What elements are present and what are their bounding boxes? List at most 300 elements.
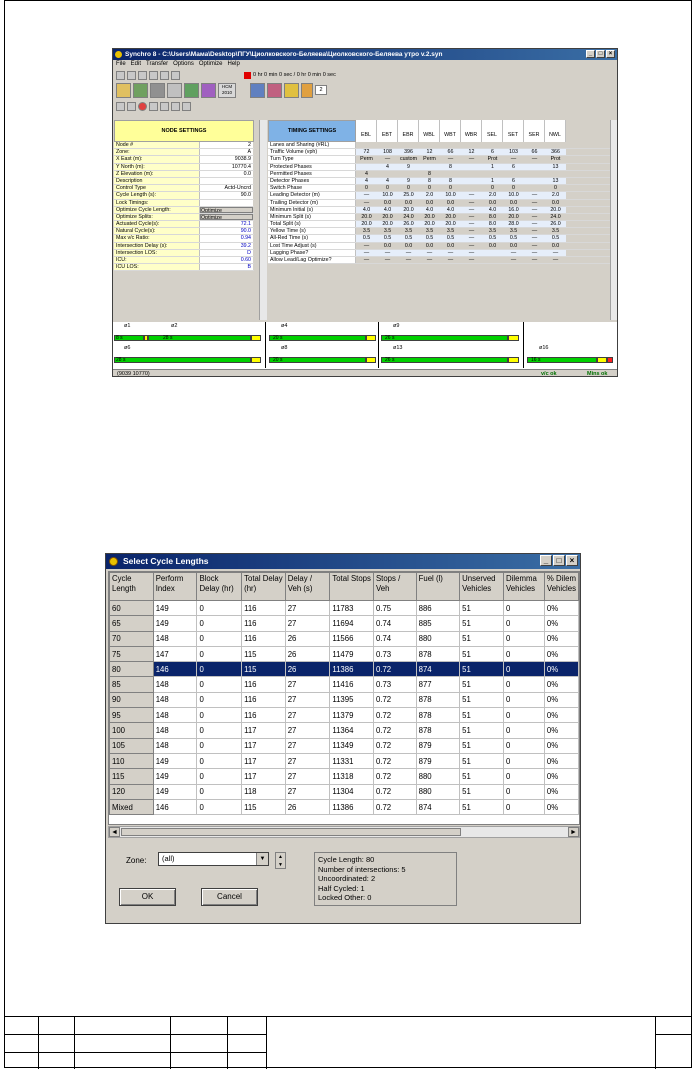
- minimize-button[interactable]: _: [586, 50, 595, 58]
- table-cell[interactable]: 0%: [544, 753, 578, 768]
- timing-cell[interactable]: 20.0: [440, 221, 461, 227]
- timing-col-ebl[interactable]: EBL: [356, 120, 377, 142]
- table-row[interactable]: [110, 723, 579, 738]
- table-cell[interactable]: 149: [153, 753, 197, 768]
- timing-cell[interactable]: —: [419, 250, 440, 256]
- timing-cell[interactable]: 20.0: [424, 213, 435, 220]
- timing-cell[interactable]: 20.0: [419, 221, 440, 227]
- table-cell[interactable]: 11783: [330, 601, 374, 616]
- volume-icon[interactable]: [150, 83, 165, 98]
- cycle-length-cell[interactable]: 70: [110, 631, 154, 646]
- table-cell[interactable]: 0%: [544, 646, 578, 661]
- timing-cell[interactable]: —: [356, 192, 377, 198]
- timing-cell[interactable]: —: [447, 257, 454, 263]
- dialog-close-button[interactable]: ×: [566, 555, 578, 566]
- table-cell[interactable]: 148: [153, 631, 197, 646]
- arrow-right-icon[interactable]: [149, 102, 158, 111]
- timing-cell[interactable]: [524, 142, 545, 148]
- timing-cell[interactable]: —: [440, 250, 461, 256]
- timing-cell[interactable]: 4: [356, 178, 377, 184]
- timing-cell[interactable]: [482, 250, 503, 256]
- column-header[interactable]: Stops / Veh: [373, 573, 416, 601]
- timing-cell[interactable]: Perm: [360, 156, 373, 163]
- table-cell[interactable]: 149: [153, 784, 197, 799]
- table-cell[interactable]: 0.72: [373, 692, 416, 707]
- table-cell[interactable]: 0%: [544, 631, 578, 646]
- timing-cell[interactable]: 0: [386, 185, 389, 192]
- timing-cell[interactable]: 6: [482, 149, 503, 155]
- table-cell[interactable]: 0: [197, 799, 242, 814]
- timing-cell[interactable]: —: [468, 156, 475, 163]
- timing-cell[interactable]: 8.0: [482, 221, 503, 227]
- table-row[interactable]: [110, 677, 579, 692]
- table-cell[interactable]: 0: [197, 708, 242, 723]
- timing-cell[interactable]: custom: [399, 156, 418, 163]
- timing-cell[interactable]: 0.0: [551, 242, 560, 249]
- table-cell[interactable]: 0: [197, 616, 242, 631]
- timing-cell[interactable]: 25.0: [398, 192, 419, 198]
- table-cell[interactable]: 27: [285, 738, 330, 753]
- timing-cell[interactable]: 0.5: [398, 235, 419, 241]
- timing-cell[interactable]: 0.0: [446, 242, 455, 249]
- timing-cell[interactable]: —: [524, 221, 545, 227]
- timing-cell[interactable]: —: [363, 199, 370, 206]
- table-cell[interactable]: 11379: [330, 708, 374, 723]
- table-cell[interactable]: 27: [285, 753, 330, 768]
- timing-cell[interactable]: 0.0: [488, 199, 497, 206]
- table-row[interactable]: [110, 799, 579, 814]
- table-cell[interactable]: 51: [460, 631, 504, 646]
- table-row[interactable]: [110, 662, 579, 677]
- node-setting-value[interactable]: 0.94: [200, 235, 253, 241]
- menu-item-options[interactable]: Options: [173, 61, 194, 67]
- timing-cell[interactable]: —: [384, 257, 391, 263]
- table-cell[interactable]: 11349: [330, 738, 374, 753]
- timing-cell[interactable]: —: [531, 213, 538, 220]
- timing-cell[interactable]: 12: [461, 149, 482, 155]
- table-cell[interactable]: 874: [416, 799, 460, 814]
- table-cell[interactable]: 0.72: [373, 738, 416, 753]
- cancel-button[interactable]: Cancel: [201, 888, 258, 906]
- timing-col-nwl[interactable]: NWL: [545, 120, 566, 142]
- timing-cell[interactable]: —: [363, 242, 370, 249]
- column-header[interactable]: Unserved Vehicles: [460, 573, 504, 601]
- table-cell[interactable]: 880: [416, 784, 460, 799]
- table-cell[interactable]: 11395: [330, 692, 374, 707]
- timing-cell[interactable]: 6: [503, 164, 524, 170]
- table-cell[interactable]: 0.73: [373, 646, 416, 661]
- timing-cell[interactable]: 0.0: [404, 242, 413, 249]
- table-cell[interactable]: 26: [285, 662, 330, 677]
- table-row[interactable]: [110, 692, 579, 707]
- menu-item-edit[interactable]: Edit: [130, 61, 142, 67]
- timing-col-sel[interactable]: SEL: [482, 120, 503, 142]
- table-cell[interactable]: 146: [153, 662, 197, 677]
- timing-cell[interactable]: 0.0: [446, 199, 455, 206]
- maximize-button[interactable]: □: [596, 50, 605, 58]
- timing-cell[interactable]: 9: [398, 178, 419, 184]
- timing-cell[interactable]: [503, 171, 524, 177]
- table-cell[interactable]: 11304: [330, 784, 374, 799]
- table-cell[interactable]: 0: [504, 692, 545, 707]
- ok-button[interactable]: OK: [119, 888, 176, 906]
- table-cell[interactable]: 0.72: [373, 708, 416, 723]
- node-setting-value[interactable]: [200, 178, 253, 184]
- table-cell[interactable]: 51: [460, 677, 504, 692]
- table-cell[interactable]: 0: [197, 662, 242, 677]
- timing-cell[interactable]: 8: [419, 178, 440, 184]
- table-cell[interactable]: 0: [504, 662, 545, 677]
- table-cell[interactable]: 11331: [330, 753, 374, 768]
- timing-scrollbar[interactable]: [610, 120, 618, 320]
- timing-cell[interactable]: —: [531, 228, 538, 235]
- timing-cell[interactable]: 0: [512, 185, 515, 192]
- table-cell[interactable]: 0: [197, 692, 242, 707]
- timing-cell[interactable]: 12: [419, 149, 440, 155]
- timing-cell[interactable]: 3.5: [488, 228, 497, 235]
- table-cell[interactable]: 0.74: [373, 631, 416, 646]
- menu-item-transfer[interactable]: Transfer: [146, 61, 169, 67]
- table-cell[interactable]: 118: [242, 784, 286, 799]
- table-row[interactable]: [110, 769, 579, 784]
- column-header[interactable]: Dilemma Vehicles: [504, 573, 545, 601]
- timing-cell[interactable]: 20.0: [382, 213, 393, 220]
- cycle-length-cell[interactable]: 95: [110, 708, 154, 723]
- table-cell[interactable]: 51: [460, 738, 504, 753]
- table-cell[interactable]: 148: [153, 738, 197, 753]
- timing-cell[interactable]: 3.5: [404, 228, 413, 235]
- timing-cell[interactable]: [419, 142, 440, 148]
- timing-cell[interactable]: [461, 171, 482, 177]
- timing-cell[interactable]: 4.0: [419, 207, 440, 213]
- node-selector-field[interactable]: 2: [315, 85, 327, 95]
- timing-cell[interactable]: 108: [377, 149, 398, 155]
- table-cell[interactable]: 0.72: [373, 753, 416, 768]
- timing-cell[interactable]: —: [461, 207, 482, 213]
- table-cell[interactable]: 27: [285, 616, 330, 631]
- timing-cell[interactable]: 10.0: [503, 192, 524, 198]
- timing-cell[interactable]: —: [468, 228, 475, 235]
- map-view-icon[interactable]: [116, 83, 131, 98]
- cycle-length-cell[interactable]: 60: [110, 601, 154, 616]
- table-cell[interactable]: 116: [242, 708, 286, 723]
- table-row[interactable]: [110, 784, 579, 799]
- arrow-up-left-icon[interactable]: [182, 102, 191, 111]
- table-cell[interactable]: 0%: [544, 616, 578, 631]
- column-header[interactable]: Fuel (l): [416, 573, 460, 601]
- timing-cell[interactable]: [461, 185, 482, 191]
- timing-cell[interactable]: 0.0: [425, 199, 434, 206]
- table-horizontal-scrollbar[interactable]: [108, 826, 580, 838]
- table-cell[interactable]: 0: [504, 708, 545, 723]
- table-cell[interactable]: 51: [460, 616, 504, 631]
- timing-cell[interactable]: 20.0: [398, 207, 419, 213]
- timing-cell[interactable]: 1: [482, 164, 503, 170]
- table-cell[interactable]: 0: [197, 769, 242, 784]
- timing-cell[interactable]: [356, 142, 377, 148]
- timing-cell[interactable]: —: [524, 250, 545, 256]
- table-cell[interactable]: 0: [197, 738, 242, 753]
- optimize-cycle-icon[interactable]: [284, 83, 299, 98]
- timing-cell[interactable]: —: [447, 156, 454, 163]
- table-cell[interactable]: 0%: [544, 738, 578, 753]
- table-cell[interactable]: 26: [285, 799, 330, 814]
- table-cell[interactable]: 116: [242, 677, 286, 692]
- table-cell[interactable]: 116: [242, 692, 286, 707]
- timing-cell[interactable]: [524, 185, 545, 191]
- timing-col-wbt[interactable]: WBT: [440, 120, 461, 142]
- timing-cell[interactable]: 0.0: [383, 199, 392, 206]
- timing-cell[interactable]: —: [524, 192, 545, 198]
- table-cell[interactable]: 878: [416, 723, 460, 738]
- optimize-network-icon[interactable]: [250, 83, 265, 98]
- timing-cell[interactable]: [461, 164, 482, 170]
- table-cell[interactable]: 146: [153, 799, 197, 814]
- timing-cell[interactable]: [524, 171, 545, 177]
- menu-item-file[interactable]: File: [116, 61, 126, 67]
- table-row[interactable]: [110, 631, 579, 646]
- timing-cell[interactable]: 3.5: [425, 228, 434, 235]
- table-cell[interactable]: 880: [416, 769, 460, 784]
- table-cell[interactable]: 0: [504, 631, 545, 646]
- table-cell[interactable]: 148: [153, 708, 197, 723]
- table-cell[interactable]: 51: [460, 784, 504, 799]
- timing-cell[interactable]: 4.0: [482, 207, 503, 213]
- timing-cell[interactable]: [482, 142, 503, 148]
- timing-cell[interactable]: 66: [440, 149, 461, 155]
- timing-cell[interactable]: 0: [365, 185, 368, 192]
- timing-cell[interactable]: [503, 142, 524, 148]
- table-cell[interactable]: 115: [242, 646, 286, 661]
- table-cell[interactable]: 0%: [544, 799, 578, 814]
- timing-cell[interactable]: 3.5: [362, 228, 371, 235]
- timing-cell[interactable]: 0: [554, 185, 557, 192]
- timing-cell[interactable]: [377, 171, 398, 177]
- simulation-icon[interactable]: [201, 83, 216, 98]
- table-cell[interactable]: 11694: [330, 616, 374, 631]
- timing-cell[interactable]: [398, 142, 419, 148]
- chevron-down-icon[interactable]: ▼: [256, 853, 268, 865]
- timing-cell[interactable]: —: [468, 257, 475, 263]
- cycle-length-cell[interactable]: Mixed: [110, 799, 154, 814]
- menu-item-optimize[interactable]: Optimize: [198, 61, 223, 67]
- table-cell[interactable]: 0.72: [373, 723, 416, 738]
- timing-cell[interactable]: [356, 164, 377, 170]
- table-cell[interactable]: 116: [242, 601, 286, 616]
- dialog-minimize-button[interactable]: _: [540, 555, 552, 566]
- table-cell[interactable]: 116: [242, 616, 286, 631]
- table-cell[interactable]: 877: [416, 677, 460, 692]
- table-cell[interactable]: 117: [242, 753, 286, 768]
- timing-cell[interactable]: —: [468, 213, 475, 220]
- table-row[interactable]: [110, 753, 579, 768]
- node-setting-value[interactable]: 10770.4: [200, 164, 253, 170]
- timing-cell[interactable]: 8: [440, 164, 461, 170]
- timing-cell[interactable]: 20.0: [545, 207, 566, 213]
- table-cell[interactable]: 0%: [544, 723, 578, 738]
- timing-cell[interactable]: —: [524, 235, 545, 241]
- timing-cell[interactable]: 24.0: [403, 213, 414, 220]
- timing-cell[interactable]: —: [531, 242, 538, 249]
- table-cell[interactable]: 11386: [330, 799, 374, 814]
- stop-icon[interactable]: [244, 72, 251, 79]
- table-cell[interactable]: 51: [460, 799, 504, 814]
- timing-cell[interactable]: [524, 164, 545, 170]
- redo-icon[interactable]: [171, 71, 180, 80]
- timing-cell[interactable]: 3.5: [383, 228, 392, 235]
- timing-cell[interactable]: 4.0: [377, 207, 398, 213]
- node-setting-value[interactable]: 72.1: [200, 221, 253, 227]
- timing-cell[interactable]: 20.0: [508, 213, 519, 220]
- table-cell[interactable]: 27: [285, 601, 330, 616]
- menu-item-help[interactable]: Help: [227, 61, 240, 67]
- timing-icon[interactable]: [167, 83, 182, 98]
- table-cell[interactable]: 0.72: [373, 784, 416, 799]
- timing-cell[interactable]: 0: [428, 185, 431, 192]
- timing-col-ebt[interactable]: EBT: [377, 120, 398, 142]
- table-cell[interactable]: 51: [460, 646, 504, 661]
- table-cell[interactable]: 26: [285, 646, 330, 661]
- table-cell[interactable]: 0%: [544, 677, 578, 692]
- table-row[interactable]: [110, 616, 579, 631]
- table-cell[interactable]: 0: [504, 769, 545, 784]
- timing-cell[interactable]: —: [503, 250, 524, 256]
- timing-cell[interactable]: [398, 171, 419, 177]
- timing-cell[interactable]: 13: [545, 164, 566, 170]
- table-cell[interactable]: 11479: [330, 646, 374, 661]
- timing-col-ser[interactable]: SER: [524, 120, 545, 142]
- node-setting-value[interactable]: 90.0: [200, 228, 253, 234]
- table-cell[interactable]: 874: [416, 662, 460, 677]
- column-header[interactable]: Perform Index: [153, 573, 197, 601]
- table-cell[interactable]: 886: [416, 601, 460, 616]
- cycle-length-cell[interactable]: 85: [110, 677, 154, 692]
- cycle-length-cell[interactable]: 65: [110, 616, 154, 631]
- timing-cell[interactable]: 0.0: [404, 199, 413, 206]
- table-cell[interactable]: 117: [242, 769, 286, 784]
- column-header[interactable]: Delay / Veh (s): [285, 573, 330, 601]
- timing-cell[interactable]: [482, 171, 503, 177]
- table-cell[interactable]: 27: [285, 784, 330, 799]
- timing-cell[interactable]: 0: [491, 185, 494, 192]
- timing-cell[interactable]: 0.5: [503, 235, 524, 241]
- table-cell[interactable]: 0: [504, 738, 545, 753]
- timing-cell[interactable]: 366: [545, 149, 566, 155]
- timing-cell[interactable]: 1: [482, 178, 503, 184]
- grid-icon[interactable]: [127, 102, 136, 111]
- table-cell[interactable]: 0: [197, 784, 242, 799]
- undo-icon[interactable]: [160, 71, 169, 80]
- node-setting-value[interactable]: 9038.9: [200, 156, 253, 162]
- table-cell[interactable]: 27: [285, 692, 330, 707]
- table-cell[interactable]: 885: [416, 616, 460, 631]
- node-setting-value[interactable]: Actd-Uncrd: [200, 185, 253, 191]
- timing-cell[interactable]: 0.5: [545, 235, 566, 241]
- table-cell[interactable]: 0%: [544, 692, 578, 707]
- table-cell[interactable]: 115: [242, 799, 286, 814]
- column-header[interactable]: Cycle Length: [110, 573, 154, 601]
- zone-select[interactable]: [158, 852, 269, 866]
- table-cell[interactable]: 0: [504, 799, 545, 814]
- timing-cell[interactable]: —: [468, 199, 475, 206]
- timing-cell[interactable]: [482, 257, 503, 263]
- table-row[interactable]: [110, 738, 579, 753]
- timing-cell[interactable]: Prot: [487, 156, 498, 163]
- timing-cell[interactable]: 20.0: [361, 213, 372, 220]
- table-row[interactable]: [110, 646, 579, 661]
- scroll-left-icon[interactable]: ◄: [109, 827, 120, 837]
- table-cell[interactable]: 0%: [544, 601, 578, 616]
- timing-cell[interactable]: —: [461, 235, 482, 241]
- table-cell[interactable]: 0: [504, 677, 545, 692]
- table-cell[interactable]: 51: [460, 753, 504, 768]
- table-cell[interactable]: 11566: [330, 631, 374, 646]
- table-cell[interactable]: 0: [504, 616, 545, 631]
- timing-cell[interactable]: —: [545, 250, 566, 256]
- table-cell[interactable]: 0: [504, 723, 545, 738]
- timing-cell[interactable]: 10.0: [440, 192, 461, 198]
- phasing-icon[interactable]: [184, 83, 199, 98]
- timing-cell[interactable]: —: [524, 207, 545, 213]
- timing-cell[interactable]: [545, 142, 566, 148]
- cycle-length-cell[interactable]: 105: [110, 738, 154, 753]
- table-row[interactable]: [110, 601, 579, 616]
- table-cell[interactable]: 11318: [330, 769, 374, 784]
- table-row[interactable]: [110, 708, 579, 723]
- coding-error-icon[interactable]: [301, 83, 313, 98]
- table-cell[interactable]: 148: [153, 692, 197, 707]
- save-as-icon[interactable]: [138, 71, 147, 80]
- cycle-length-cell[interactable]: 75: [110, 646, 154, 661]
- node-setting-value[interactable]: 0.60: [200, 257, 253, 263]
- timing-cell[interactable]: [440, 142, 461, 148]
- table-cell[interactable]: 0.72: [373, 799, 416, 814]
- hcm-2010-button[interactable]: HCM 2010: [218, 83, 236, 98]
- scroll-thumb[interactable]: [121, 828, 461, 836]
- table-cell[interactable]: 11386: [330, 662, 374, 677]
- table-cell[interactable]: 880: [416, 631, 460, 646]
- table-cell[interactable]: 51: [460, 708, 504, 723]
- timing-cell[interactable]: 0.5: [419, 235, 440, 241]
- table-cell[interactable]: 0%: [544, 708, 578, 723]
- table-cell[interactable]: 0: [197, 677, 242, 692]
- node-setting-value[interactable]: 39.2: [200, 243, 253, 249]
- timing-cell[interactable]: —: [461, 250, 482, 256]
- scroll-right-icon[interactable]: ►: [568, 827, 579, 837]
- table-cell[interactable]: 878: [416, 646, 460, 661]
- node-setting-value[interactable]: A: [200, 149, 253, 155]
- timing-cell[interactable]: [419, 164, 440, 170]
- timing-cell[interactable]: 0.0: [488, 242, 497, 249]
- timing-cell[interactable]: 16.0: [503, 207, 524, 213]
- timing-cell[interactable]: 0.0: [425, 242, 434, 249]
- table-cell[interactable]: 878: [416, 692, 460, 707]
- table-cell[interactable]: 27: [285, 769, 330, 784]
- column-header[interactable]: Total Delay (hr): [242, 573, 286, 601]
- timing-cell[interactable]: —: [468, 242, 475, 249]
- table-cell[interactable]: 0: [504, 753, 545, 768]
- timing-cell[interactable]: [440, 171, 461, 177]
- table-cell[interactable]: 0.72: [373, 769, 416, 784]
- table-cell[interactable]: 51: [460, 692, 504, 707]
- timing-col-ebr[interactable]: EBR: [398, 120, 419, 142]
- cycle-length-cell[interactable]: 110: [110, 753, 154, 768]
- timing-cell[interactable]: 0: [407, 185, 410, 192]
- table-cell[interactable]: 117: [242, 723, 286, 738]
- timing-cell[interactable]: 26.0: [545, 221, 566, 227]
- table-cell[interactable]: 0: [197, 646, 242, 661]
- table-cell[interactable]: 0.74: [373, 616, 416, 631]
